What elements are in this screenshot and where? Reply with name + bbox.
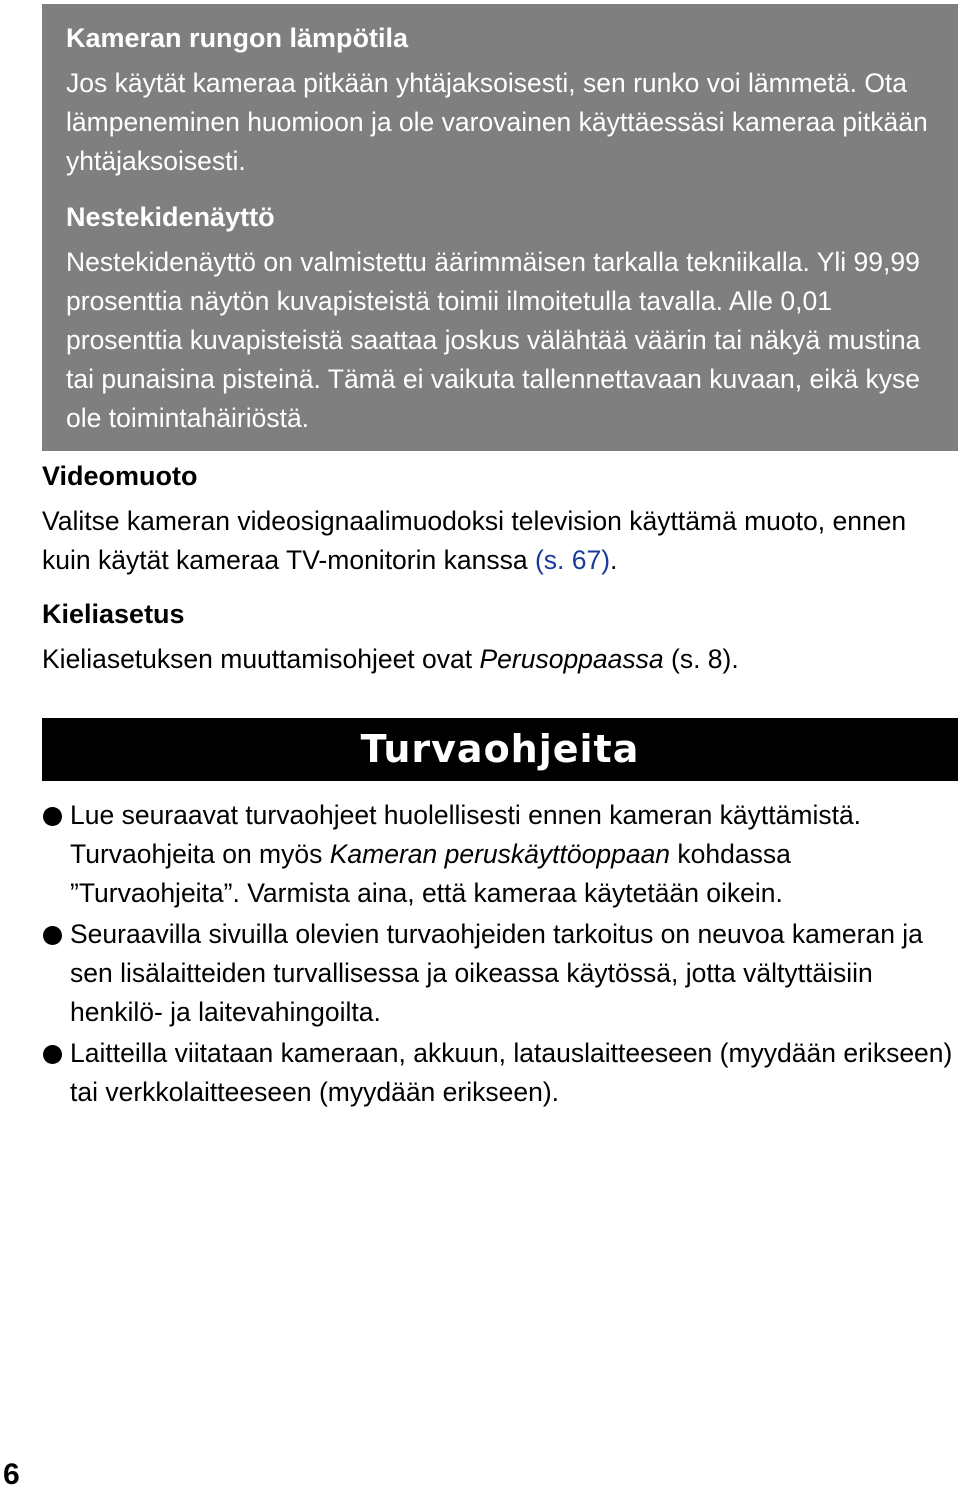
safety-banner bbox=[42, 718, 958, 781]
video-format-text bbox=[42, 502, 958, 580]
language-body-pre: Kieliasetuksen muuttamisohjeet ovat bbox=[42, 644, 480, 674]
bullet-dot-icon bbox=[43, 926, 62, 945]
page-number: 6 bbox=[3, 1458, 20, 1491]
video-format-end: . bbox=[610, 545, 618, 575]
camera-temp-text: Jos käytät kameraa pitkään yhtäjaksoisesti, sen runko voi lämmetä. Ota lämpeneminen huomioon ja ole varovainen käyttäessäsi kameraa pitkään yhtäjaksoisesti. bbox=[66, 68, 928, 176]
list-item bbox=[42, 915, 958, 1032]
list-item bbox=[42, 1034, 958, 1112]
bullet-2-text: Seuraavilla sivuilla olevien turvaohjeiden tarkoitus on neuvoa kameran ja sen lisälaitteiden turvallisessa ja oikeassa käytössä, jotta vältyttäisiin henkilö- ja laitevahingoilta. bbox=[70, 919, 923, 1027]
language-body-italic: Perusoppaassa bbox=[479, 644, 664, 674]
language-heading: Kieliasetus bbox=[42, 599, 185, 629]
list-item bbox=[42, 796, 958, 913]
video-format-body: Valitse kameran videosignaalimuodoksi television käyttämä muoto, ennen kuin käytät kameraa TV-monitorin kanssa bbox=[42, 506, 907, 575]
bullet-1-post: kohdassa ”Turvaohjeita”. Varmista aina, että kameraa käytetään oikein. bbox=[70, 839, 791, 908]
bullet-dot-icon bbox=[43, 1045, 62, 1064]
bullet-1-pre: Lue seuraavat turvaohjeet huolellisesti ennen kameran käyttämistä. Turvaohjeita on myös bbox=[70, 800, 862, 869]
bullet-1-italic: Kameran peruskäyttöoppaan bbox=[329, 839, 671, 869]
lcd-text: Nestekidenäyttö on valmistettu äärimmäisen tarkalla tekniikalla. Yli 99,99 prosenttia näytön kuvapisteistä toimii ilmoitetulla tavalla. Alle 0,01 prosenttia kuvapisteistä saattaa joskus välähtää väärin tai näkyä mustina tai punaisina pisteinä. Tämä ei vaikuta tallennettavaan kuvaan, eikä kyse ole toimintahäiriöstä. bbox=[66, 247, 921, 433]
language-section bbox=[42, 596, 958, 679]
language-body-post: (s. 8). bbox=[663, 644, 739, 674]
lcd-heading: Nestekidenäyttö bbox=[66, 202, 275, 232]
bullet-3-text: Laitteilla viitataan kameraan, akkuun, latauslaitteeseen (myydään erikseen) tai verkkolaitteeseen (myydään erikseen). bbox=[70, 1038, 953, 1107]
video-format-heading: Videomuoto bbox=[42, 461, 198, 491]
notice-box bbox=[42, 4, 958, 451]
camera-temp-heading: Kameran rungon lämpötila bbox=[66, 23, 409, 53]
bullet-dot-icon bbox=[43, 807, 62, 826]
language-text bbox=[42, 640, 958, 679]
video-format-section bbox=[42, 458, 958, 580]
page-67-link[interactable]: (s. 67) bbox=[534, 545, 611, 575]
safety-bullet-list bbox=[42, 796, 958, 1114]
safety-banner-title: Turvaohjeita bbox=[360, 727, 640, 771]
